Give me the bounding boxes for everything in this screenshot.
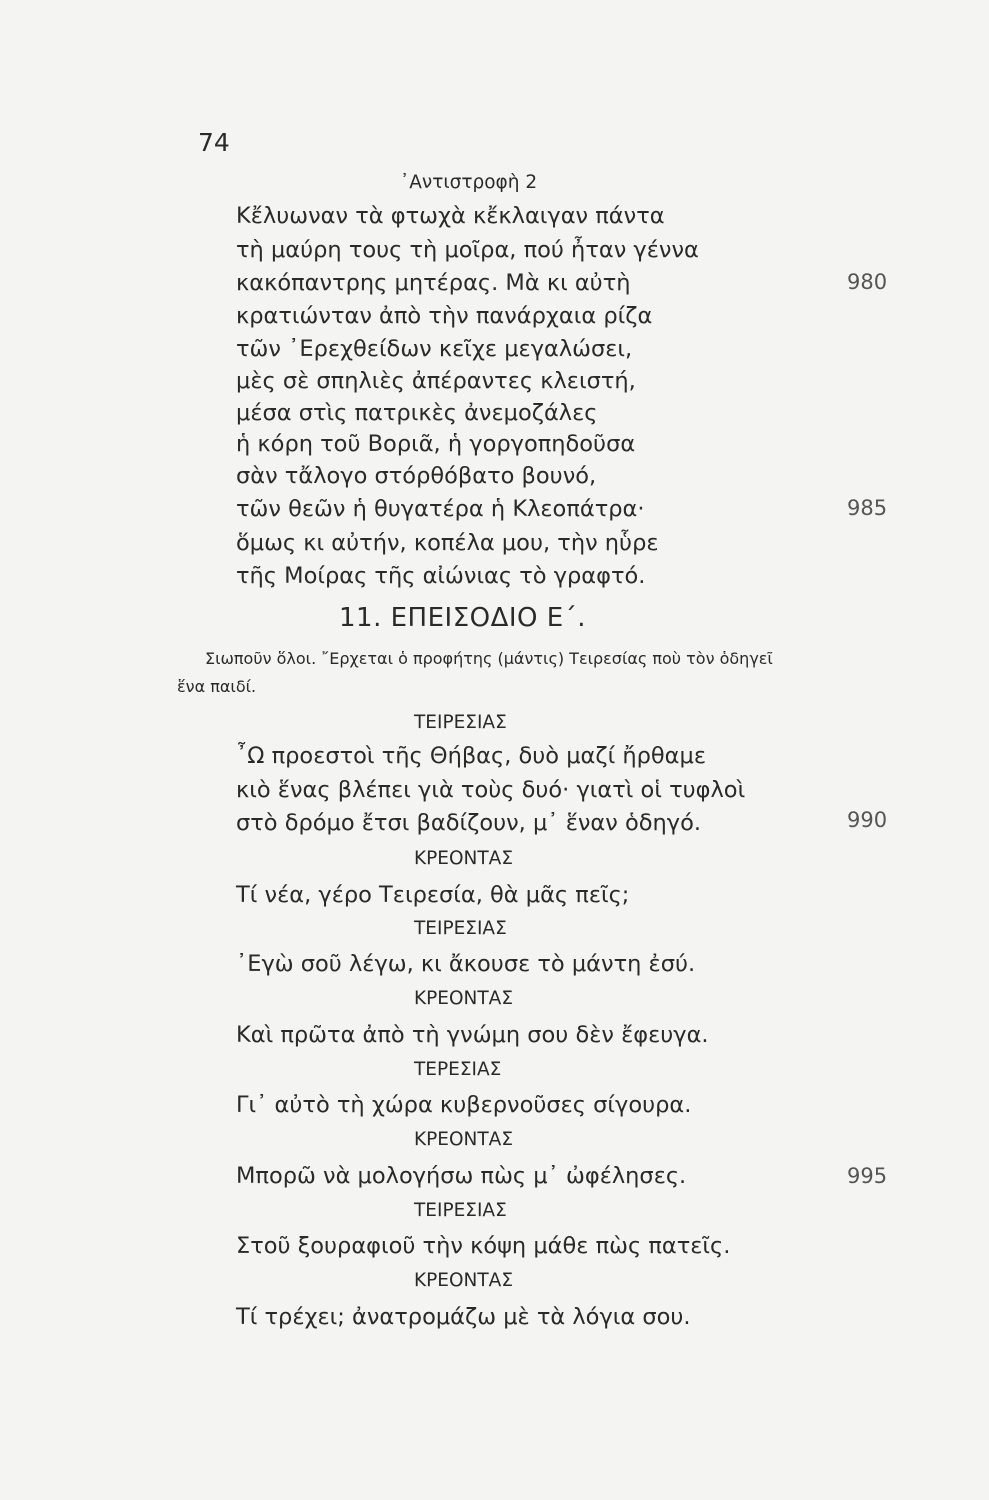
episode-heading: 11. ΕΠΕΙΣΟΔΙΟ Ε΄.: [339, 603, 586, 633]
speaker-name: ΚΡΕΟΝΤΑΣ: [414, 1270, 514, 1291]
verse-line: τῶν θεῶν ἡ θυγατέρα ἡ Κλεοπάτρα·: [236, 496, 645, 522]
line-number: 990: [847, 808, 888, 832]
verse-line: Στοῦ ξουραφιοῦ τὴν κόψη μάθε πὼς πατεῖς.: [236, 1233, 731, 1259]
speaker-name: ΚΡΕΟΝΤΑΣ: [414, 1129, 514, 1150]
verse-line: Κἔλυωναν τὰ φτωχὰ κἔκλαιγαν πάντα: [236, 203, 665, 229]
verse-line: Τί τρέχει; ἀνατρομάζω μὲ τὰ λόγια σου.: [236, 1304, 691, 1330]
stage-direction: Σιωποῦν ὅλοι. ῎Ερχεται ὁ προφήτης (μάντις) Τειρεσίας ποὺ τὸν ὁδηγεῖ: [205, 649, 773, 668]
line-number: 985: [847, 496, 888, 520]
verse-line: τὴ μαύρη τους τὴ μοῖρα, πού ἦταν γέννα: [236, 237, 699, 263]
line-number: 995: [847, 1164, 888, 1188]
page-number: 74: [198, 128, 230, 157]
verse-line: Τί νέα, γέρο Τειρεσία, θὰ μᾶς πεῖς;: [236, 882, 630, 908]
speaker-name: ΤΕΡΕΣΙΑΣ: [414, 1059, 502, 1080]
verse-line: Καὶ πρῶτα ἀπὸ τὴ γνώμη σου δὲν ἔφευγα.: [236, 1022, 709, 1048]
verse-line: κακόπαντρης μητέρας. Μὰ κι αὐτὴ: [236, 270, 631, 296]
verse-line: τῆς Μοίρας τῆς αἰώνιας τὸ γραφτό.: [236, 563, 646, 589]
verse-line: σὰν τἄλογο στόρθόβατο βουνό,: [236, 463, 597, 489]
verse-line: ᾿Εγὼ σοῦ λέγω, κι ἄκουσε τὸ μάντη ἐσύ.: [236, 951, 696, 977]
verse-line: ἡ κόρη τοῦ Βοριᾶ, ἡ γοργοπηδοῦσα: [236, 431, 636, 457]
verse-line: κρατιώνταν ἀπὸ τὴν πανάρχαια ρίζα: [236, 303, 653, 329]
verse-line: ὅμως κι αὐτήν, κοπέλα μου, τὴν ηὗρε: [236, 530, 659, 556]
speaker-name: ΤΕΙΡΕΣΙΑΣ: [414, 712, 507, 733]
verse-line: τῶν ᾿Ερεχθείδων κεῖχε μεγαλώσει,: [236, 336, 633, 362]
speaker-name: ΚΡΕΟΝΤΑΣ: [414, 848, 514, 869]
verse-line: ῏Ω προεστοὶ τῆς Θήβας, δυὸ μαζί ἤρθαμε: [236, 743, 706, 769]
verse-line: μὲς σὲ σπηλιὲς ἀπέραντες κλειστή,: [236, 368, 636, 394]
verse-line: Μπορῶ νὰ μολογήσω πὼς μ᾿ ὠφέλησες.: [236, 1163, 687, 1189]
speaker-name: ΤΕΙΡΕΣΙΑΣ: [414, 918, 507, 939]
verse-line: στὸ δρόμο ἔτσι βαδίζουν, μ᾿ ἕναν ὁδηγό.: [236, 810, 701, 836]
antistrophe-title: ᾿Αντιστροφὴ 2: [400, 172, 538, 193]
line-number: 980: [847, 270, 888, 294]
stage-direction: ἕνα παιδί.: [177, 677, 257, 696]
verse-line: κιὸ ἕνας βλέπει γιὰ τοὺς δυό· γιατὶ οἱ τυφλοὶ: [236, 777, 746, 803]
speaker-name: ΤΕΙΡΕΣΙΑΣ: [414, 1200, 507, 1221]
verse-line: μέσα στὶς πατρικὲς ἀνεμοζάλες: [236, 400, 598, 426]
speaker-name: ΚΡΕΟΝΤΑΣ: [414, 988, 514, 1009]
verse-line: Γι᾿ αὐτὸ τὴ χώρα κυβερνοῦσες σίγουρα.: [236, 1092, 692, 1118]
